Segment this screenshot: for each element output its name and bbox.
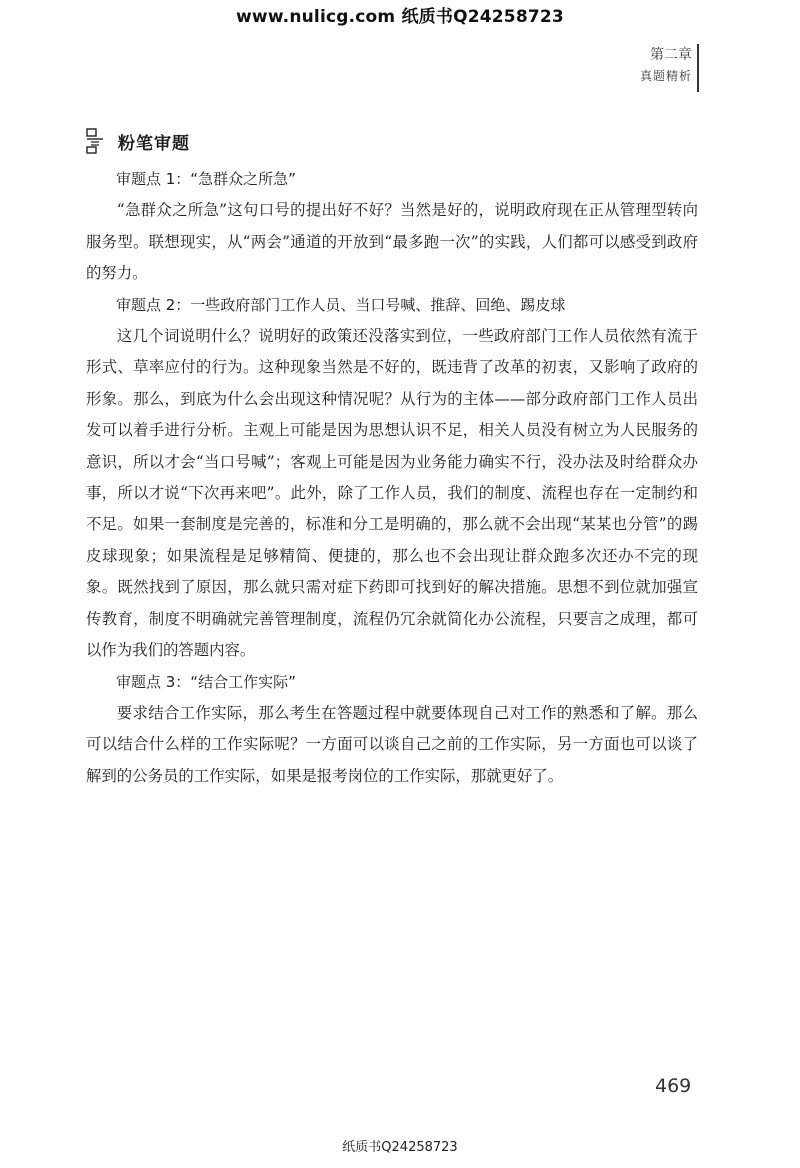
section-label: 真题精析: [639, 69, 692, 83]
review-point-2: 审题点 2：一些政府部门工作人员、当口号喊、推辞、回绝、踢皮球: [116, 295, 566, 314]
running-head: [640, 44, 692, 86]
header-divider: [697, 44, 699, 92]
page-number: 469: [655, 1075, 692, 1097]
top-watermark: www.nulicg.com 纸质书Q24258723: [236, 7, 564, 27]
bottom-watermark: 纸质书Q24258723: [342, 1140, 458, 1155]
review-point-1: 审题点 1：“急群众之所急”: [116, 170, 296, 188]
section-title: 粉笔审题: [118, 133, 190, 154]
paragraph: 这几个词说明什么？说明好的政策还没落实到位，一些政府部门工作人员依然有流于形式、草率应付的行为。这种现象当然是不好的，既违背了改革的初衷，又影响了政府的形象。那么，到底为什么会出现这种情况呢？从行为的主体——部分政府部门工作人员出发可以着手进行分析。主观上可能是因为思想认识不足，相关人员没有树立为人民服务的意识，所以才会“当口号喊”；客观上可能是因为业务能力确实不行，没办法及时给群众办事，所以才说“下次再来吧”。此外，除了工作人员，我们的制度、流程也存在一定制约和不足。如果一套制度是完善的，标准和分工是明确的，那么就不会出现“某某也分管”的踢皮球现象；如果流程是足够精简、便捷的，那么也不会出现让群众跑多次还办不完的现象。既然找到了原因，那么就只需对症下药即可找到好的解决措施。思想不到位就加强宣传教育，制度不明确就完善管理制度，流程仍冗余就简化办公流程，只要言之成理，都可以作为我们的答题内容。: [86, 327, 698, 660]
chapter-label: 第二章: [650, 47, 692, 63]
section-heading: [86, 126, 190, 156]
article-body: [86, 164, 698, 792]
book-icon: [86, 128, 104, 154]
paragraph: 要求结合工作实际，那么考生在答题过程中就要体现自己对工作的熟悉和了解。那么可以结合什么样的工作实际呢？一方面可以谈自己之前的工作实际，另一方面也可以谈了解到的公务员的工作实际，如果是报考岗位的工作实际，那就更好了。: [86, 703, 698, 785]
paragraph: “急群众之所急”这句口号的提出好不好？当然是好的，说明政府现在正从管理型转向服务型。联想现实，从“两会”通道的开放到“最多跑一次”的实践，人们都可以感受到政府的努力。: [86, 201, 698, 283]
review-point-3: 审题点 3：“结合工作实际”: [116, 672, 296, 691]
